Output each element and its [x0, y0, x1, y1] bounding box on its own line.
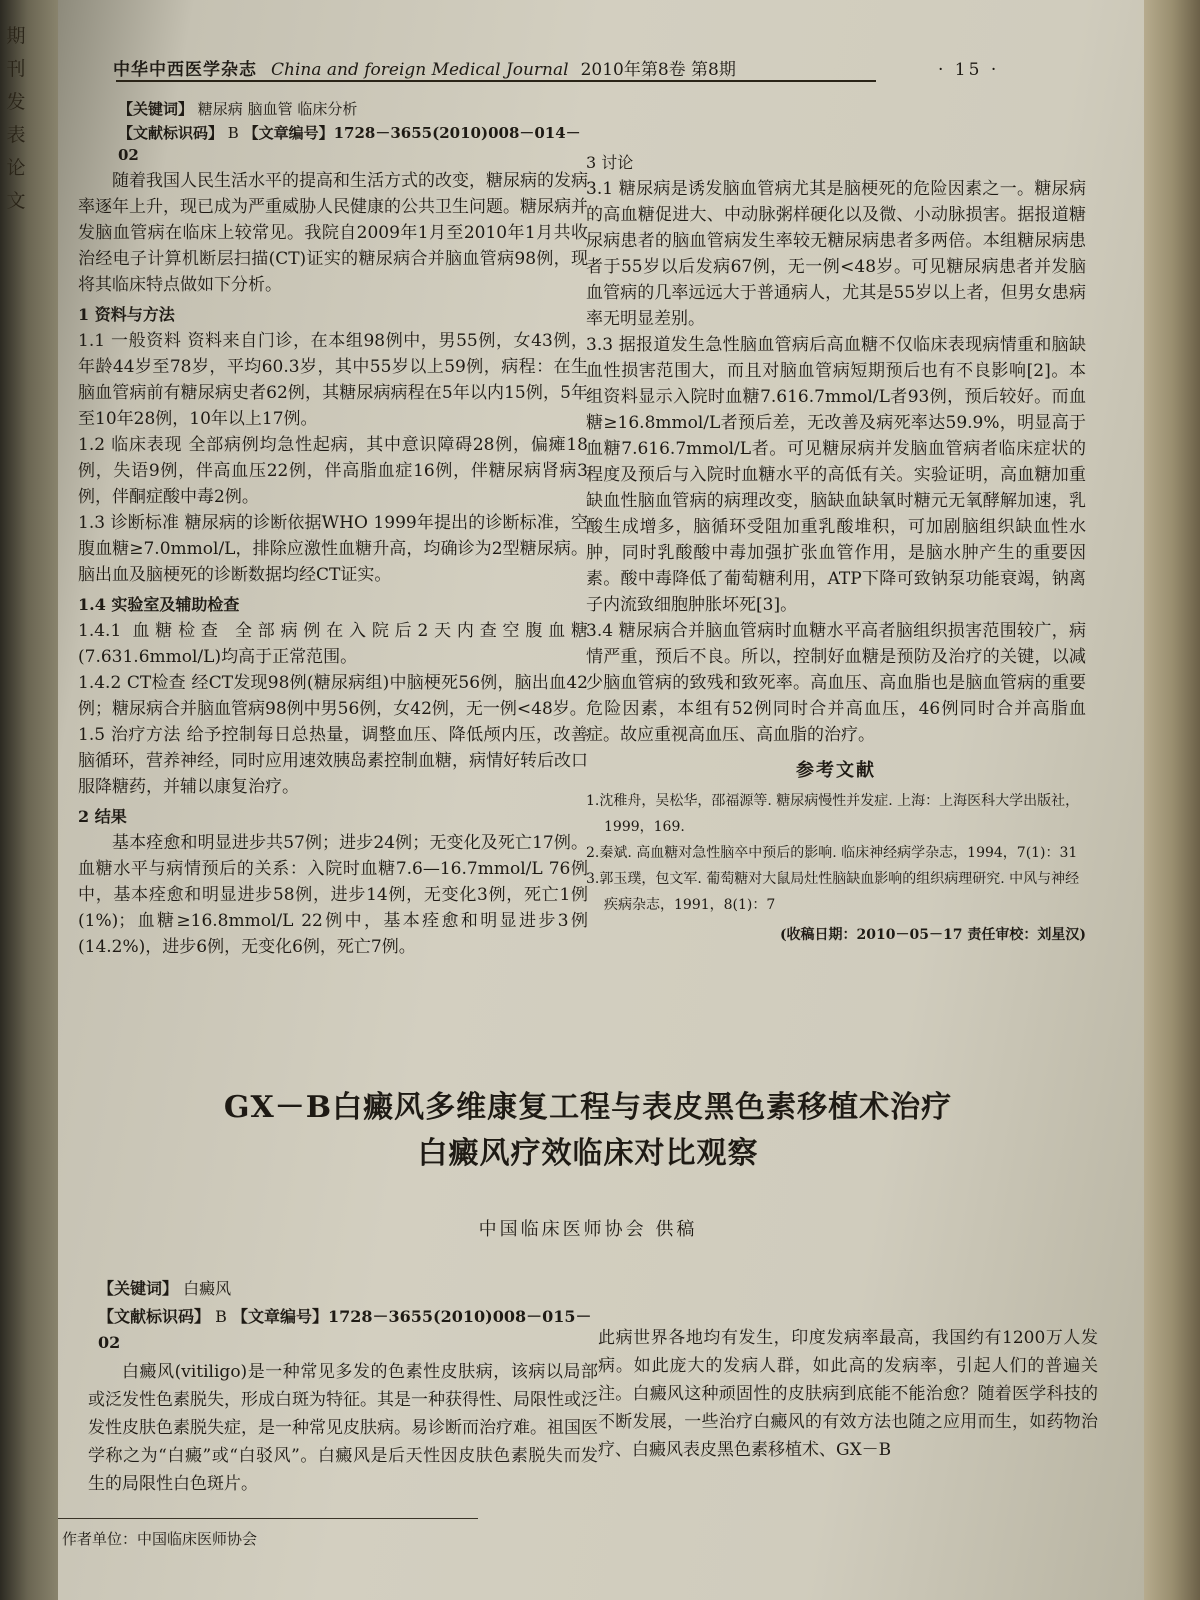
article-no: 1728－3655(2010)008－014－02	[118, 124, 581, 164]
spine-text: 期刊发表论文	[6, 25, 26, 212]
keywords-text: 白癜风	[183, 1279, 232, 1298]
references-title: 参考文献	[796, 760, 876, 781]
section2-body: 基本痊愈和明显进步共57例；进步24例；无变化及死亡17例。血糖水平与病情预后的关系：入院时血糖7.6—16.7mmol/L 76例中，基本痊愈和明显进步58例，进步14例，无变化3例，死亡1例(1%)；血糖≥16.8mmol/L 22例中，基本痊愈和明显进步3例(14.2%)，进步6例，无变化6例，死亡7例。	[78, 833, 588, 957]
article1-doc-code	[118, 122, 588, 166]
article-no-label: 【文章编号】	[243, 124, 334, 142]
reference-item: 1.沈稚舟，吴松华，邵福源等. 糖尿病慢性并发症. 上海：上海医科大学出版社，1999，169.	[586, 793, 1080, 835]
article1-keywords	[118, 98, 588, 120]
article2-keywords	[98, 1276, 598, 1302]
author-affiliation: 作者单位：中国临床医师协会	[62, 1530, 258, 1548]
article2-right-column	[598, 1324, 1098, 1464]
keywords-text: 糖尿病 脑血管 临床分析	[197, 100, 358, 118]
section3-3: 3.3 据报道发生急性脑血管病后高血糖不仅临床表现病情重和脑缺血性损害范围大，而且对脑血管病短期预后也有不良影响[2]。本组资料显示入院时血糖7.616.7mmol/L者93例，预后较好。而血糖≥16.8mmol/L者预后差，无改善及病死率达59.9%，明显高于血糖7.616.7mmol/L者。可见糖尿病并发脑血管病者临床症状的程度及预后与入院时血糖水平的高低有关。实验证明，高血糖加重缺血性脑血管病的病理改变，脑缺血缺氧时糖元无氧酵解加速，乳酸生成增多，脑循环受阻加重乳酸堆积，可加剧脑组织缺血性水肿，同时乳酸酸中毒加强扩张血管作用，是脑水肿产生的重要因素。酸中毒降低了葡萄糖利用，ATP下降可致钠泵功能衰竭，钠离子内流致细胞肿胀坏死[3]。	[586, 335, 1086, 615]
section1-4-title: 1.4 实验室及辅助检查	[78, 595, 240, 614]
article2-title-line2: 白癜风疗效临床对比观察	[417, 1136, 759, 1171]
section2-title: 2 结果	[78, 807, 127, 826]
section1-3: 1.3 诊断标准 糖尿病的诊断依据WHO 1999年提出的诊断标准，空腹血糖≥7.0mmol/L，排除应激性血糖升高，均确诊为2型糖尿病。脑出血及脑梗死的诊断数据均经CT证实。	[78, 513, 588, 585]
article2-title-line1: GX－B白癜风多维康复工程与表皮黑色素移植术治疗	[223, 1090, 953, 1125]
section1-4-1: 1.4.1 血糖检查 全部病例在入院后2天内查空腹血糖(7.631.6mmol/L)均高于正常范围。	[78, 621, 588, 667]
article2-left-column	[88, 1276, 598, 1498]
article1-right-column	[586, 150, 1086, 944]
journal-name-en: China and foreign Medical Journal	[271, 60, 569, 80]
article2-body-right: 此病世界各地均有发生，印度发病率最高，我国约有1200万人发病。如此庞大的发病人群，如此高的发病率，引起人们的普遍关注。白癜风这种顽固性的皮肤病到底能不能治愈？随着医学科技的不断发展，一些治疗白癜风的有效方法也随之应用而生，如药物治疗、白癜风表皮黑色素移植术、GX－B	[598, 1328, 1098, 1460]
keywords-label: 【关键词】	[118, 100, 194, 118]
section3-1: 3.1 糖尿病是诱发脑血管病尤其是脑梗死的危险因素之一。糖尿病的高血糖促进大、中动脉粥样硬化以及微、小动脉损害。据报道糖尿病患者的脑血管病发生率较无糖尿病患者多两倍。本组糖尿病患者于55岁以后发病67例，无一例<48岁。可见糖尿病患者并发脑血管病的几率远远大于普通病人，尤其是55岁以上者，但男女患病率无明显差别。	[586, 179, 1086, 329]
footnote-rule	[58, 1518, 478, 1519]
section1-2: 1.2 临床表现 全部病例均急性起病，其中意识障碍28例，偏瘫18例，失语9例，伴高血压22例，伴高脂血症16例，伴糖尿病肾病3例，伴酮症酸中毒2例。	[78, 435, 588, 507]
doc-code: B	[215, 1307, 227, 1326]
journal-page	[58, 0, 1144, 1600]
section3-4: 3.4 糖尿病合并脑血管病时血糖水平高者脑组织损害范围较广，病情严重，预后不良。所以，控制好血糖是预防及治疗的关键，以减少脑血管病的致残和致死率。高血压、高血脂也是脑血管病的重要危险因素，本组有52例同时合并高血压，46例同时合并高脂血症。故应重视高血压、高血脂的治疗。	[586, 621, 1086, 745]
article-no: 1728－3655(2010)008－015－02	[98, 1307, 592, 1352]
section1-title: 1 资料与方法	[78, 305, 175, 324]
page-number: · 15 ·	[938, 60, 1000, 80]
section1-1: 1.1 一般资料 资料来自门诊，在本组98例中，男55例，女43例，年龄44岁至78岁，平均60.3岁，其中55岁以上59例，病程：在生脑血管病前有糖尿病史者62例，其糖尿病病程在5年以内15例，5年至10年28例，10年以上17例。	[78, 331, 588, 429]
article2-byline: 中国临床医师协会 供稿	[478, 1219, 698, 1240]
article-no-label: 【文章编号】	[231, 1307, 328, 1326]
book-spine	[0, 0, 62, 1600]
reference-item: 3.郭玉璞，包文军. 葡萄糖对大鼠局灶性脑缺血影响的组织病理研究. 中风与神经疾病杂志，1991，8(1)：7	[586, 871, 1080, 913]
article2-body-left: 白癜风(vitiligo)是一种常见多发的色素性皮肤病，该病以局部或泛发性色素脱失，形成白斑为特征。其是一种获得性、局限性或泛发性皮肤色素脱失症，是一种常见皮肤病。易诊断而治疗难。祖国医学称之为“白癜”或“白驳风”。白癜风是后天性因皮肤色素脱失而发生的局限性白色斑片。	[88, 1362, 598, 1494]
doc-code-label: 【文献标识码】	[118, 124, 224, 142]
journal-issue: 2010年第8卷 第8期	[580, 60, 736, 80]
doc-code: B	[227, 124, 239, 142]
article1-left-column	[78, 98, 588, 960]
received-date: (收稿日期：2010－05－17 责任审校：刘星汉)	[779, 927, 1086, 943]
keywords-label: 【关键词】	[98, 1279, 179, 1298]
section1-5: 1.5 治疗方法 给予控制每日总热量，调整血压、降低颅内压，改善脑循环，营养神经，同时应用速效胰岛素控制血糖，病情好转后改口服降糖药，并辅以康复治疗。	[78, 725, 588, 797]
article2-doc-code	[98, 1304, 598, 1356]
journal-name-cn: 中华中西医学杂志	[113, 60, 257, 80]
reference-item: 2.秦斌. 高血糖对急性脑卒中预后的影响. 临床神经病学杂志，1994，7(1)：31	[586, 845, 1078, 861]
doc-code-label: 【文献标识码】	[98, 1307, 211, 1326]
section3-title: 3 讨论	[586, 153, 634, 172]
header-rule	[116, 80, 876, 82]
running-head	[113, 55, 736, 80]
section1-4-2: 1.4.2 CT检查 经CT发现98例(糖尿病组)中脑梗死56例，脑出血42例；糖尿病合并脑血管病98例中男56例，女42例，无一例<48岁。	[78, 673, 588, 719]
article1-intro: 随着我国人民生活水平的提高和生活方式的改变，糖尿病的发病率逐年上升，现已成为严重威胁人民健康的公共卫生问题。糖尿病并发脑血管病在临床上较常见。我院自2009年1月至2010年1月共收治经电子计算机断层扫描(CT)证实的糖尿病合并脑血管病98例，现将其临床特点做如下分析。	[78, 171, 588, 295]
